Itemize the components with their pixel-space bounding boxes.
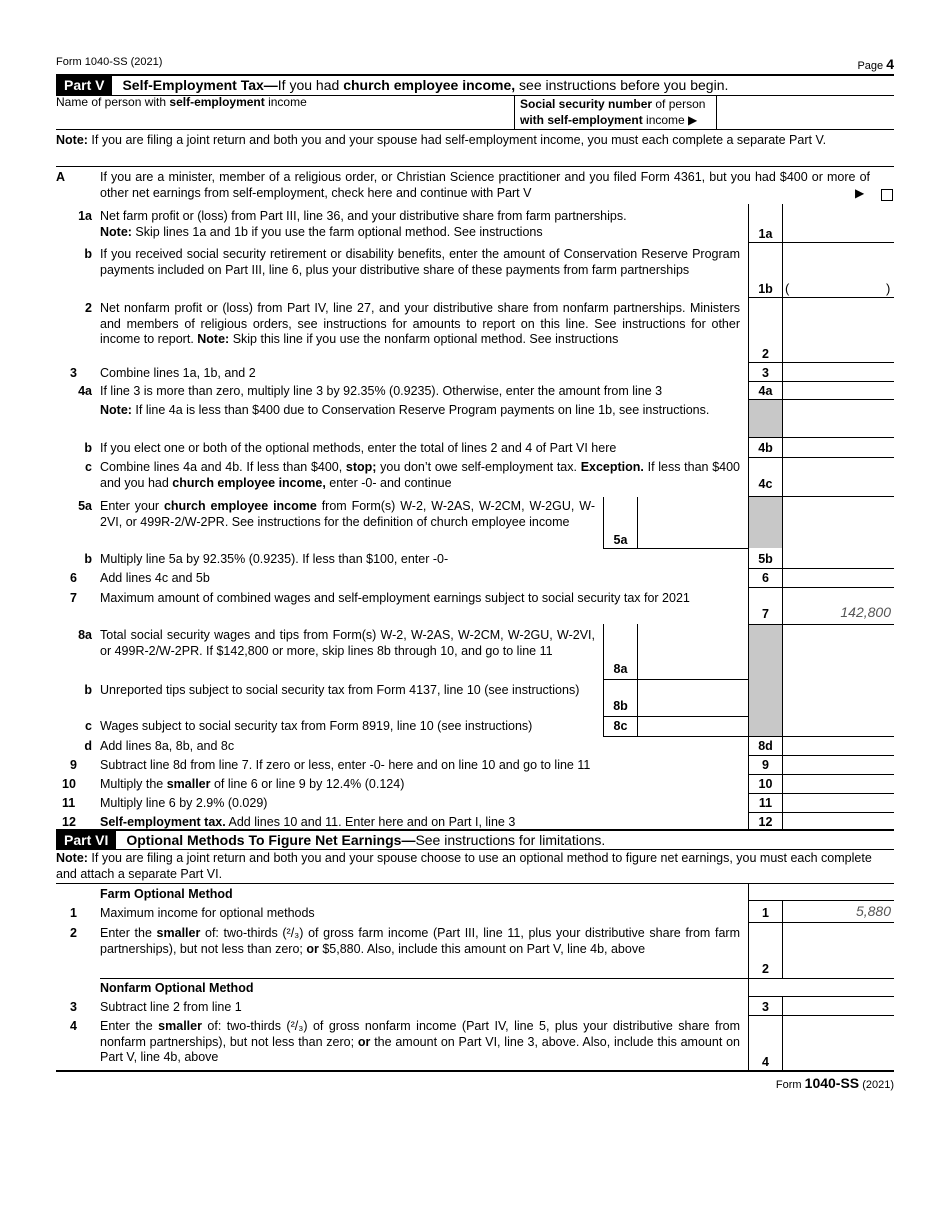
p6-line-4-input[interactable] <box>783 1016 894 1070</box>
line-4a-input[interactable] <box>783 382 894 399</box>
form-header-left: Form 1040-SS (2021) <box>56 56 163 68</box>
farm-method-heading: Farm Optional Method <box>100 887 233 901</box>
p6-box-1-label: 1 <box>762 906 769 920</box>
line-5b-text: Multiply line 5a by 92.35% (0.9235). If less than $100, enter -0- <box>100 552 449 566</box>
line-12-text: Self-employment tax. Add lines 10 and 11. Enter here and on Part I, line 3 <box>100 815 516 829</box>
line-8b-number: b <box>84 683 92 697</box>
line-8a-input[interactable] <box>638 625 748 679</box>
line-1b-number: b <box>84 247 92 261</box>
part6-note: Note: If you are filing a joint return and both you and your spouse choose to use an optional method to figure net earnings, you must each complete and attach a separate Part VI. <box>56 851 872 881</box>
box-5a-label: 5a <box>613 533 628 547</box>
p6-line-2-number: 2 <box>70 926 77 940</box>
ssn-field-label: Social security number of person with self-employment income ▶ <box>520 97 706 127</box>
line-4c-number: c <box>85 460 92 474</box>
paren-close: ) <box>886 281 891 296</box>
page-number <box>857 56 894 72</box>
p6-line-3-input[interactable] <box>783 997 894 1015</box>
line-4a-text: If line 3 is more than zero, multiply line 3 by 92.35% (0.9235). Otherwise, enter the amount from line 3 <box>100 384 663 398</box>
p6-line-4-number: 4 <box>70 1019 77 1033</box>
line-6-text: Add lines 4c and 5b <box>100 571 210 585</box>
line-1a-number: 1a <box>78 209 92 223</box>
part6-label: Part VI <box>56 831 116 849</box>
box-11-label: 11 <box>758 796 773 810</box>
p6-line-2-input[interactable] <box>783 923 894 978</box>
paren-open: ( <box>785 281 790 296</box>
line-8d-text: Add lines 8a, 8b, and 8c <box>100 739 235 753</box>
line-4a-note: Note: If line 4a is less than $400 due to Conservation Reserve Program payments on line 1b, see instructions. <box>100 403 710 417</box>
box-8d-label: 8d <box>758 739 773 753</box>
line-8c-text: Wages subject to social security tax from Form 8919, line 10 (see instructions) <box>100 719 533 733</box>
ssn-input[interactable] <box>717 95 894 129</box>
line-3-text: Combine lines 1a, 1b, and 2 <box>100 366 256 380</box>
line-2-number: 2 <box>85 301 92 315</box>
line-2-text: Net nonfarm profit or (loss) from Part IV, line 27, and your distributive share from nonfarm partnerships. Ministers and members of religious orders, see instructions for amounts to report on this line. See instructions for other income to report. Note: Skip this line if you use the nonfarm optional method. See instructions <box>100 301 740 346</box>
line-9-input[interactable] <box>783 756 894 774</box>
line-8a-number: 8a <box>78 628 92 642</box>
nonfarm-method-heading: Nonfarm Optional Method <box>100 981 254 995</box>
line-7-number: 7 <box>70 591 77 605</box>
line-a-checkbox[interactable] <box>881 189 893 201</box>
line-11-number: 11 <box>62 796 76 810</box>
p6-line-1-text: Maximum income for optional methods <box>100 906 315 920</box>
box-7-label: 7 <box>762 607 769 621</box>
part5-note: Note: If you are filing a joint return and both you and your spouse had self-employment income, you must each complete a separate Part V. <box>56 133 827 147</box>
line-4b-text: If you elect one or both of the optional methods, enter the total of lines 2 and 4 of Part VI here <box>100 441 617 455</box>
box-4b-label: 4b <box>758 441 773 455</box>
box-1b-label: 1b <box>758 282 773 296</box>
box-4a-label: 4a <box>758 384 773 398</box>
part6-title: Optional Methods To Figure Net Earnings—See instructions for limitations. <box>126 832 606 848</box>
box-8a-label: 8a <box>613 662 628 676</box>
line-a-text: If you are a minister, member of a religious order, or Christian Science practitioner and you filed Form 4361, but you had $400 or more of other net earnings from self-employment, check here and continue with Part V <box>100 170 870 200</box>
line-5a-text: Enter your church employee income from Form(s) W-2, W-2AS, W-2CM, W-2GU, W-2VI, or 499R-2/W-2PR. See instructions for the definition of church employee income <box>100 499 595 529</box>
line-3-number: 3 <box>70 366 77 380</box>
line-8d-input[interactable] <box>783 737 894 755</box>
line-5b-number: b <box>84 552 92 566</box>
page-label: Page <box>857 60 884 72</box>
part5-title: Self-Employment Tax—If you had church employee income, see instructions before you begin. <box>122 77 729 93</box>
line-5a-number: 5a <box>78 499 92 513</box>
p6-box-3-label: 3 <box>762 1000 769 1014</box>
box-9-label: 9 <box>762 758 769 772</box>
line-6-number: 6 <box>70 571 77 585</box>
line-4a-number: 4a <box>78 384 92 398</box>
p6-box-2-label: 2 <box>762 962 769 976</box>
line-a-number: A <box>56 170 66 184</box>
line-12-number: 12 <box>62 815 76 829</box>
line-8b-text: Unreported tips subject to social security tax from Form 4137, line 10 (see instructions) <box>100 683 580 697</box>
line-8d-number: d <box>84 739 92 753</box>
arrow-icon: ▶ <box>855 186 865 200</box>
line-11-text: Multiply line 6 by 2.9% (0.029) <box>100 796 268 810</box>
line-10-number: 10 <box>62 777 76 791</box>
line-11-input[interactable] <box>783 794 894 812</box>
line-4b-number: b <box>84 441 92 455</box>
line-9-text: Subtract line 8d from line 7. If zero or less, enter -0- here and on line 10 and go to line 11 <box>100 758 591 772</box>
p6-line-2-text: Enter the smaller of: two-thirds (²/₃) of gross farm income (Part III, line 11, plus your distributive share from farm partnerships), but not less than zero; or $5,880. Also, include this amount on Part V, line 4b, above <box>100 926 740 956</box>
box-10-label: 10 <box>758 777 773 791</box>
line-5b-input[interactable] <box>783 549 894 568</box>
box-6-label: 6 <box>762 571 769 585</box>
line-8a-text: Total social security wages and tips from Form(s) W-2, W-2AS, W-2CM, W-2GU, W-2VI, or 499R-2/W-2PR. If $142,800 or more, skip lines 8b through 10, and go to line 11 <box>100 628 595 658</box>
box-1a-label: 1a <box>758 227 773 241</box>
line-7-amount: 142,800 <box>840 604 891 620</box>
p6-line-3-number: 3 <box>70 1000 77 1014</box>
page-number-value: 4 <box>886 56 894 72</box>
line-9-number: 9 <box>70 758 77 772</box>
name-field-label: Name of person with self-employment income <box>56 95 307 109</box>
p6-box-4-label: 4 <box>762 1055 769 1069</box>
p6-line-1-number: 1 <box>70 906 77 920</box>
form-footer: Form 1040-SS (2021) <box>775 1075 894 1091</box>
box-4c-label: 4c <box>758 477 773 491</box>
box-3-label: 3 <box>762 366 769 380</box>
part5-header <box>56 74 894 96</box>
part6-header <box>56 829 894 850</box>
line-7-text: Maximum amount of combined wages and self-employment earnings subject to social security tax for 2021 <box>100 591 690 605</box>
line-10-text: Multiply the smaller of line 6 or line 9 by 12.4% (0.124) <box>100 777 405 791</box>
p6-line-1-amount: 5,880 <box>855 903 891 919</box>
p6-line-3-text: Subtract line 2 from line 1 <box>100 1000 242 1014</box>
line-4b-input[interactable] <box>783 438 894 457</box>
p6-line-4-text: Enter the smaller of: two-thirds (²/₃) of gross nonfarm income (Part IV, line 5, plus your distributive share from nonfarm partnerships), but not less than zero; or the amount on Part VI, line 3, above. Also, include this amount on Part V, line 4b, above <box>100 1019 740 1064</box>
line-1a-input[interactable] <box>783 205 894 242</box>
line-4c-text: Combine lines 4a and 4b. If less than $400, stop; you don’t owe self-employment tax. Exception. If less than $400 and you had church employee income, enter -0- and continue <box>100 460 741 490</box>
line-1b-text: If you received social security retirement or disability benefits, enter the amount of Conservation Reserve Program payments included on Part III, line 6, plus your distributive share of these payments from farm partnerships <box>100 247 740 277</box>
box-5b-label: 5b <box>758 552 773 566</box>
box-8c-label: 8c <box>613 719 628 733</box>
line-4c-input[interactable] <box>783 458 894 496</box>
line-6-input[interactable] <box>783 569 894 587</box>
line-3-input[interactable] <box>783 363 894 381</box>
line-2-input[interactable] <box>783 298 894 362</box>
name-input[interactable] <box>56 95 514 129</box>
box-8b-label: 8b <box>613 699 628 713</box>
line-8b-input[interactable] <box>638 680 748 716</box>
line-8c-input[interactable] <box>638 717 748 736</box>
part5-label: Part V <box>56 76 112 95</box>
line-1a-text: Net farm profit or (loss) from Part III, line 36, and your distributive share from farm partnerships. Note: Skip lines 1a and 1b if you use the farm optional method. See instructions <box>100 209 627 239</box>
line-10-input[interactable] <box>783 775 894 793</box>
line-8c-number: c <box>85 719 92 733</box>
line-1b-input[interactable] <box>783 243 894 297</box>
box-2-label: 2 <box>762 347 769 361</box>
line-12-input[interactable] <box>783 813 894 830</box>
box-12-label: 12 <box>758 815 773 829</box>
line-5a-input[interactable] <box>638 497 748 548</box>
